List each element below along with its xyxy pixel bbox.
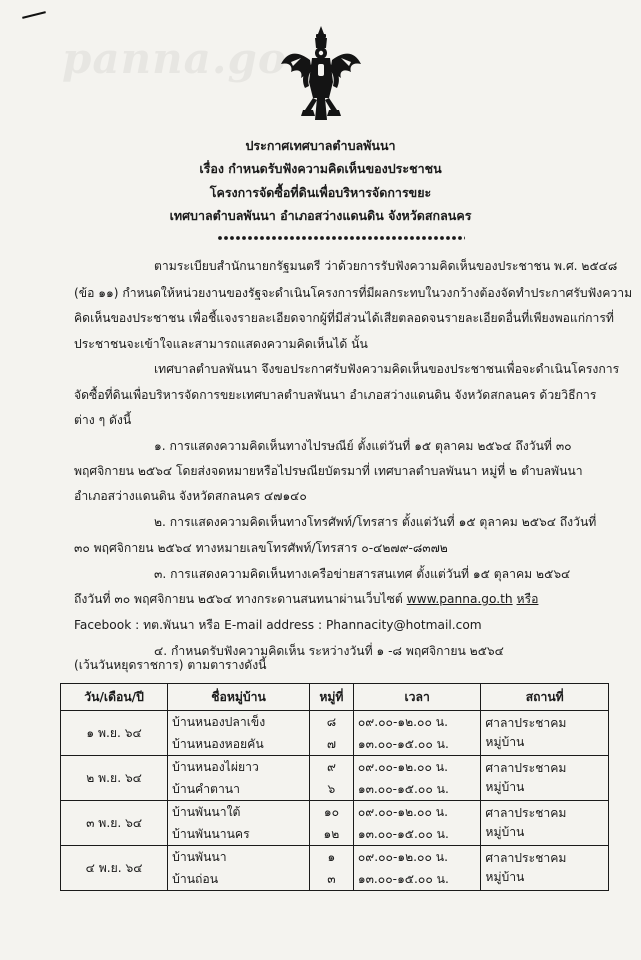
announcement-title: ประกาศเทศบาลตำบลพันนา [245, 138, 396, 153]
village-name: บ้านคำตานา [172, 782, 240, 796]
row-times [353, 801, 481, 846]
moo-number: ๑๐ [323, 805, 340, 819]
garuda-emblem-icon [279, 24, 363, 124]
village-name: บ้านพันนานคร [172, 827, 250, 841]
village-name: บ้านหนองปลาเข็ง [172, 715, 266, 729]
item4-line2: (เว้นวันหยุดราชการ) ตามตารางดังนี้ [74, 658, 267, 672]
item2-line1: ๒. การแสดงความคิดเห็นทางโทรศัพท์/โทรสาร ตั้งแต่วันที่ ๑๕ ตุลาคม ๒๕๖๔ ถึงวันที่ [154, 515, 597, 529]
para2-line3: ต่าง ๆ ดังนี้ [74, 413, 132, 427]
agency-line: เทศบาลตำบลพันนา อำเภอสว่างแดนดิน จังหวัดสกลนคร [169, 208, 472, 223]
village-name: บ้านหนองไผ่ยาว [172, 760, 259, 774]
moo-number: ๗ [326, 737, 336, 751]
item1-line2: พฤศจิกายน ๒๕๖๔ โดยส่งจดหมายหรือไปรษณียบัตรมาที่ เทศบาลตำบลพันนา หมู่ที่ ๒ ตำบลพันนา [74, 464, 583, 478]
header-place: สถานที่ [481, 684, 609, 711]
item3-or: หรือ [516, 592, 539, 606]
row-place: ศาลาประชาคมหมู่บ้าน [481, 846, 609, 891]
moo-number: ๓ [327, 872, 336, 886]
time-slot: ๑๓.๐๐-๑๕.๐๐ น. [357, 737, 449, 751]
time-slot: ๐๙.๐๐-๑๒.๐๐ น. [357, 805, 448, 819]
time-slot: ๐๙.๐๐-๑๒.๐๐ น. [357, 760, 448, 774]
row-date: ๓ พ.ย. ๖๔ [61, 801, 168, 846]
row-times [353, 756, 481, 801]
website-link[interactable]: www.panna.go.th [406, 592, 513, 606]
schedule-table [60, 683, 609, 891]
moo-number: ๑ [327, 850, 336, 864]
item1-line1: ๑. การแสดงความคิดเห็นทางไปรษณีย์ ตั้งแต่วันที่ ๑๕ ตุลาคม ๒๕๖๔ ถึงวันที่ ๓๐ [154, 439, 572, 453]
moo-number: ๙ [326, 760, 336, 774]
item2-line2: ๓๐ พฤศจิกายน ๒๕๖๔ ทางหมายเลขโทรศัพท์/โทรสาร ๐-๔๒๗๙-๘๓๗๒ [74, 541, 448, 555]
row-moo [309, 801, 353, 846]
row-date: ๑ พ.ย. ๖๔ [61, 711, 168, 756]
row-date: ๔ พ.ย. ๖๔ [61, 846, 168, 891]
row-times [353, 846, 481, 891]
village-name: บ้านพันนาใต้ [172, 805, 241, 819]
watermark: panna.go [62, 34, 287, 83]
moo-number: ๑๒ [323, 827, 340, 841]
header-date: วัน/เดือน/ปี [61, 684, 168, 711]
table-row [61, 846, 609, 891]
row-moo [309, 756, 353, 801]
item1-line3: อำเภอสว่างแดนดิน จังหวัดสกลนคร ๔๗๑๔๐ [74, 489, 307, 503]
para1-line1: ตามระเบียบสำนักนายกรัฐมนตรี ว่าด้วยการรับฟังความคิดเห็นของประชาชน พ.ศ. ๒๕๔๘ [154, 259, 618, 273]
row-villages [168, 711, 310, 756]
time-slot: ๑๓.๐๐-๑๕.๐๐ น. [357, 827, 449, 841]
time-slot: ๑๓.๐๐-๑๕.๐๐ น. [357, 782, 449, 796]
table-header-row [61, 684, 609, 711]
row-place: ศาลาประชาคมหมู่บ้าน [481, 711, 609, 756]
para1-line4: ประชาชนจะเข้าใจและสามารถแสดงความคิดเห็นได้ นั้น [74, 337, 368, 351]
star-divider [217, 235, 465, 241]
time-slot: ๐๙.๐๐-๑๒.๐๐ น. [357, 850, 448, 864]
item3-line2 [74, 591, 538, 608]
row-villages [168, 801, 310, 846]
para2-line1: เทศบาลตำบลพันนา จึงขอประกาศรับฟังความคิดเห็นของประชาชนเพื่อจะดำเนินโครงการ [154, 362, 620, 376]
row-date: ๒ พ.ย. ๖๔ [61, 756, 168, 801]
pen-mark [22, 11, 46, 19]
para1-line3: คิดเห็นของประชาชน เพื่อชี้แจงรายละเอียดจากผู้ที่มีส่วนได้เสียตลอดจนรายละเอียดอื่นที่เพียงพอแก่การที่ [74, 311, 614, 325]
item3-line1: ๓. การแสดงความคิดเห็นทางเครือข่ายสารสนเทศ ตั้งแต่วันที่ ๑๕ ตุลาคม ๒๕๖๔ [154, 567, 571, 581]
row-moo [309, 846, 353, 891]
project-line: โครงการจัดซื้อที่ดินเพื่อบริหารจัดการขยะ [209, 185, 432, 200]
header-moo: หมู่ที่ [309, 684, 353, 711]
time-slot: ๐๙.๐๐-๑๒.๐๐ น. [357, 715, 448, 729]
header-time: เวลา [353, 684, 481, 711]
row-moo [309, 711, 353, 756]
para1-line2: (ข้อ ๑๑) กำหนดให้หน่วยงานของรัฐจะดำเนินโครงการที่มีผลกระทบในวงกว้างต้องจัดทำประกาศรับฟังความ [74, 286, 633, 300]
header-village: ชื่อหมู่บ้าน [168, 684, 310, 711]
row-villages [168, 846, 310, 891]
village-name: บ้านหนองหอยคัน [172, 737, 264, 751]
subject-line: เรื่อง กำหนดรับฟังความคิดเห็นของประชาชน [199, 161, 442, 176]
table-row [61, 801, 609, 846]
table-row [61, 711, 609, 756]
table-row [61, 756, 609, 801]
item4-line1: ๔. กำหนดรับฟังความคิดเห็น ระหว่างวันที่ ๑ -๘ พฤศจิกายน ๒๕๖๔ [154, 644, 504, 658]
moo-number: ๘ [326, 715, 337, 729]
item3-line2-text: ถึงวันที่ ๓๐ พฤศจิกายน ๒๕๖๔ ทางกระดานสนทนาผ่านเว็บไซต์ [74, 592, 403, 606]
time-slot: ๑๓.๐๐-๑๕.๐๐ น. [357, 872, 449, 886]
row-place: ศาลาประชาคมหมู่บ้าน [481, 756, 609, 801]
item3-line3: Facebook : ทต.พันนา หรือ E-mail address : Phannacity@hotmail.com [74, 618, 482, 632]
para2-line2: จัดซื้อที่ดินเพื่อบริหารจัดการขยะเทศบาลตำบลพันนา อำเภอสว่างแดนดิน จังหวัดสกลนคร ด้วยวิธีการ [74, 388, 597, 402]
row-villages [168, 756, 310, 801]
moo-number: ๖ [327, 782, 336, 796]
row-place: ศาลาประชาคมหมู่บ้าน [481, 801, 609, 846]
village-name: บ้านถ่อน [172, 872, 219, 886]
village-name: บ้านพันนา [172, 850, 227, 864]
row-times [353, 711, 481, 756]
